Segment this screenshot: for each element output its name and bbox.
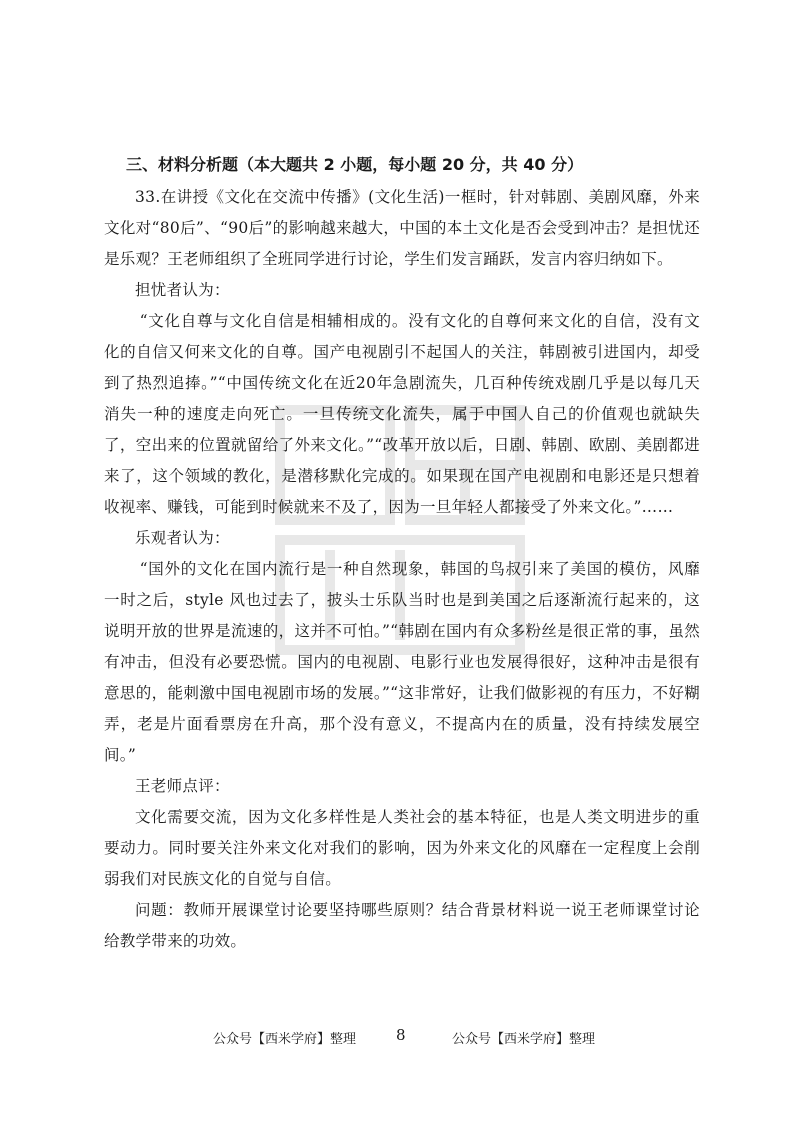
footer-left-note: 公众号【西米学府】整理 <box>213 1032 357 1047</box>
document-body <box>104 150 700 957</box>
section-heading: 三、材料分析题（本大题共 2 小题，每小题 20 分，共 40 分） <box>126 155 584 174</box>
question-prompt: 问题：教师开展课堂讨论要坚持哪些原则？结合背景材料说一说王老师课堂讨论给教学带来的功效。 <box>104 901 700 950</box>
teacher-label: 王老师点评： <box>135 777 230 795</box>
optimist-text: “国外的文化在国内流行是一种自然现象，韩国的鸟叔引来了美国的模仿，风靡一时之后，style 风也过去了，披头士乐队当时也是到美国之后逐渐流行起来的，这说明开放的世界是流速的，这并不可怕。”“韩剧在国内有众多粉丝是很正常的事，虽然有冲击，但没有必要恐慌。国内的电视剧、电影行业也发展得很好，这种冲击是很有意思的，能刺激中国电视剧市场的发展。”“这非常好，让我们做影视的有压力，不好糊弄，老是片面看票房在升高，那个没有意义，不提高内在的质量，没有持续发展空间。” <box>104 560 700 764</box>
page-footer <box>0 1024 800 1048</box>
worried-label: 担忧者认为： <box>135 281 230 299</box>
teacher-text: 文化需要交流，因为文化多样性是人类社会的基本特征，也是人类文明进步的重要动力。同时要关注外来文化对我们的影响，因为外来文化的风靡在一定程度上会削弱我们对民族文化的自觉与自信。 <box>104 808 700 888</box>
optimist-label: 乐观者认为： <box>135 529 230 547</box>
worried-text: “文化自尊与文化自信是相辅相成的。没有文化的自尊何来文化的自信，没有文化的自信又何来文化的自尊。国产电视剧引不起国人的关注，韩剧被引进国内，却受到了热烈追捧。”“中国传统文化在近20年急剧流失，几百种传统戏剧几乎是以每几天消失一种的速度走向死亡。一旦传统文化流失，属于中国人自己的价值观也就缺失了，空出来的位置就留给了外来文化。”“改革开放以后，日剧、韩剧、欧剧、美剧都进来了，这个领域的教化，是潜移默化完成的。如果现在国产电视剧和电影还是只想着收视率、赚钱，可能到时候就来不及了，因为一旦年轻人都接受了外来文化。”…… <box>104 312 700 516</box>
question-intro: 33.在讲授《文化在交流中传播》(文化生活)一框时，针对韩剧、美剧风靡，外来文化对“80后”、“90后”的影响越来越大，中国的本土文化是否会受到冲击？是担忧还是乐观？王老师组织了全班同学进行讨论，学生们发言踊跃，发言内容归纳如下。 <box>104 188 700 268</box>
footer-right-note: 公众号【西米学府】整理 <box>452 1032 596 1047</box>
page-number: 8 <box>396 1026 406 1044</box>
